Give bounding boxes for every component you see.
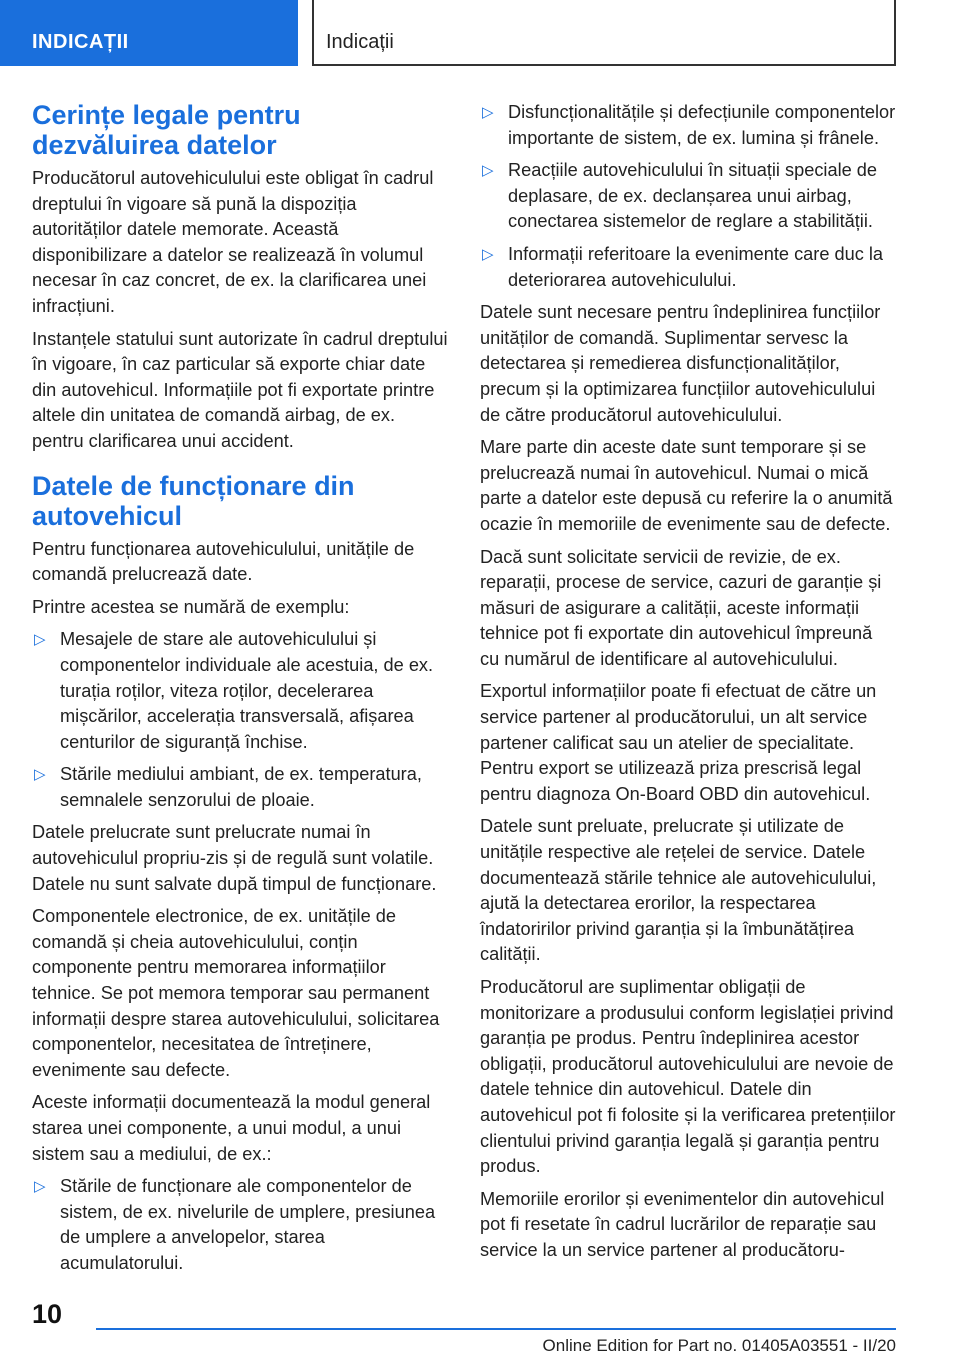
paragraph: Datele sunt necesare pentru îndeplinirea funcțiilor unităților de comandă. Suplimentar servesc la detectarea și remedierea disfuncționalităților, precum și la optimizarea funcțiilor autovehiculului de către producătorul autovehiculului. [480,302,881,425]
triangle-bullet-icon: ▷ [482,104,494,121]
paragraph: Memoriile erorilor și evenimentelor din autovehicul pot fi resetate în cadrul lucrărilor de reparație sau service la un service partener al producătoru- [480,1188,885,1260]
heading-legal-requirements: Cerințe legale pentru dezvăluirea datelor [32,100,301,160]
list-item [32,1174,448,1276]
left-column [32,100,448,1284]
list-item [32,762,448,813]
paragraph: Mare parte din aceste date sunt temporare și se prelucrează numai în autovehicul. Numai o mică parte a datelor este depusă cu referire la o anumită ocazie în memoriile de evenimente sau de defecte. [480,437,893,534]
triangle-bullet-icon: ▷ [482,245,494,263]
list-item-text: Mesajele de stare ale autovehiculului și componentelor individuale ale acestuia, de ex. turația roților, viteza roților, decelerarea mișcărilor, accelerația transversală, afișarea centurilor de siguranță închise. [60,629,434,752]
section-tab: INDICAȚII [0,0,298,66]
right-column [480,100,896,1271]
list-item [480,100,896,151]
list-item [480,242,896,293]
paragraph: Printre acestea se numără de exemplu: [32,596,350,617]
page-number: 10 [32,1299,63,1329]
list-item-text: Stările de funcționare ale componentelor de sistem, de ex. nivelurile de umplere, presiunea de umplere a anvelopelor, starea acumulatorului. [60,1176,436,1273]
paragraph: Aceste informații documentează la modul general starea unei componente, a unui modul, a unui sistem sau a mediului, de ex.: [32,1092,431,1164]
triangle-bullet-icon: ▷ [34,1178,46,1196]
list-item [32,627,448,755]
paragraph: Exportul informațiilor poate fi efectuat de către un service partener al producătorului, un alt service partener calificat sau un atelier de specialitate. Pentru export se utilizează priza prescrisă legal pentru diagnoza On-Board OBD din autovehicul. [480,681,877,804]
triangle-bullet-icon: ▷ [34,631,46,649]
paragraph: Pentru funcționarea autovehiculului, unitățile de comandă prelucrează date. [32,538,415,585]
paragraph: Instanțele statului sunt autorizate în cadrul dreptului în vigoare, în caz particular să exporte chiar date din autovehicul. Informațiile pot fi exportate printre altele din unitatea de comandă airbag, de ex. pentru clarificarea unui accident. [32,328,448,451]
footer-divider [96,1328,896,1330]
paragraph: Dacă sunt solicitate servicii de revizie, de ex. reparații, procese de service, cazuri de garanție și măsuri de asigurare a calității, aceste informații tehnice pot fi exportate din autovehicul împreună cu numărul de identificare al autovehiculului. [480,546,882,669]
list-item [480,158,896,235]
paragraph: Datele prelucrate sunt prelucrate numai în autovehiculul propriu-zis și de regulă sunt volatile. Datele nu sunt salvate după timpul de funcționare. [32,822,437,894]
triangle-bullet-icon: ▷ [482,162,494,180]
paragraph: Componentele electronice, de ex. unitățile de comandă și cheia autovehiculului, conțin componente pentru memorarea informațiilor tehnice. Se pot memora temporar sau permanent informații despre starea autovehiculului, solicitarea componentelor, necesitatea de întreținere, evenimente sau defecte. [32,906,440,1080]
page-title: Indicații [312,0,896,66]
heading-operating-data: Datele de funcționare din autovehicul [32,470,355,531]
paragraph: Producătorul are suplimentar obligații de monitorizare a produsului conform legislației privind garanția pe produs. Pentru îndeplinirea acestor obligații, producătorul autovehiculului are nevoie de datele tehnice din autovehicul. Datele din autovehicul pot fi folosite și la verificarea pretențiilor clientului privind garanția legală și garanția pentru produs. [480,977,896,1177]
list-item-text: Reacțiile autovehiculului în situații speciale de deplasare, de ex. declanșarea unui airbag, conectarea sistemelor de reglare a stabilității. [508,160,878,232]
list-item-text: Stările mediului ambiant, de ex. temperatura, semnalele senzorului de ploaie. [60,764,422,810]
paragraph: Producătorul autovehiculului este obligat în cadrul dreptului în vigoare să pună la dispoziția autorităților datele memorate. Această disponibilizare a datelor se realizează în volumul necesar în caz concret, de ex. la clarificarea unei infracțiuni. [32,168,434,316]
page-header [0,0,960,66]
edition-footer: Online Edition for Part no. 01405A03551 - II/20 [542,1336,896,1355]
triangle-bullet-icon: ▷ [34,766,46,784]
list-item-text: Disfuncționalitățile și defecțiunile componentelor importante de sistem, de ex. lumina și frânele. [508,102,896,148]
paragraph: Datele sunt preluate, prelucrate și utilizate de unitățile respective ale rețelei de service. Datele documentează stările tehnice ale autovehiculului, ajută la detectarea erorilor, la respectarea îndatoririlor privind garanția și la îmbunătățirea calității. [480,816,877,965]
list-item-text: Informații referitoare la evenimente care duc la deteriorarea autovehiculului. [508,243,884,290]
